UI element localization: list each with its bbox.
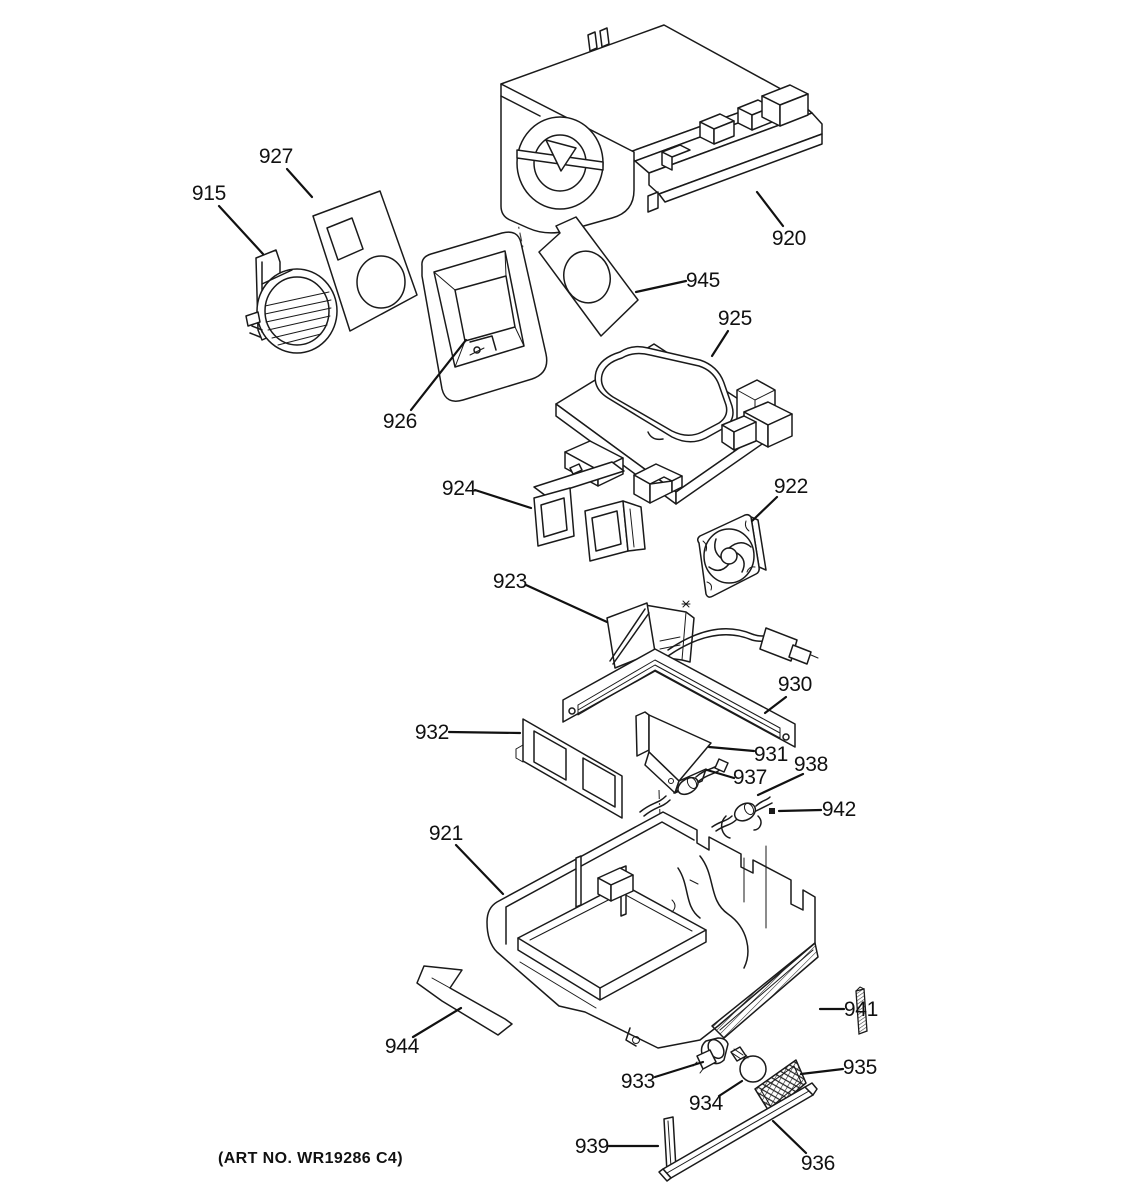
part-944-label: 944: [384, 1035, 420, 1058]
part-937-label: 937: [732, 766, 768, 789]
part-941-label: 941: [843, 998, 879, 1021]
part-924-label: 924: [441, 477, 477, 500]
part-922-label: 922: [773, 475, 809, 498]
part-938-drawing: [712, 797, 772, 838]
part-936-drawing: [659, 1083, 817, 1181]
part-915-drawing: [246, 250, 337, 353]
part-926-label: 926: [382, 410, 418, 433]
part-942-drawing: [769, 808, 775, 814]
part-945-drawing: [539, 217, 638, 336]
part-920-drawing: [501, 25, 822, 233]
part-944-drawing: [417, 966, 512, 1035]
art-number: (ART NO. WR19286 C4): [218, 1150, 403, 1167]
part-922-drawing: [698, 515, 766, 597]
part-935-label: 935: [842, 1056, 878, 1079]
part-933-label: 933: [620, 1070, 656, 1093]
part-915-label: 915: [191, 182, 227, 205]
part-921-label: 921: [428, 822, 464, 845]
part-926-drawing: [422, 232, 547, 401]
part-945-label: 945: [685, 269, 721, 292]
part-936-label: 936: [800, 1152, 836, 1175]
part-930-label: 930: [777, 673, 813, 696]
part-927-label: 927: [258, 145, 294, 168]
part-920-label: 920: [771, 227, 807, 250]
part-932-label: 932: [414, 721, 450, 744]
part-933-drawing: [693, 1037, 728, 1073]
part-923-label: 923: [492, 570, 528, 593]
part-931-label: 931: [753, 743, 789, 766]
part-925-label: 925: [717, 307, 753, 330]
part-924-drawing: [534, 462, 645, 561]
part-939-label: 939: [574, 1135, 610, 1158]
part-932-drawing: [516, 719, 622, 818]
part-942-label: 942: [821, 798, 857, 821]
part-921-drawing: [487, 812, 818, 1048]
part-934-drawing: [731, 1047, 766, 1082]
part-938-label: 938: [793, 753, 829, 776]
part-934-label: 934: [688, 1092, 724, 1115]
